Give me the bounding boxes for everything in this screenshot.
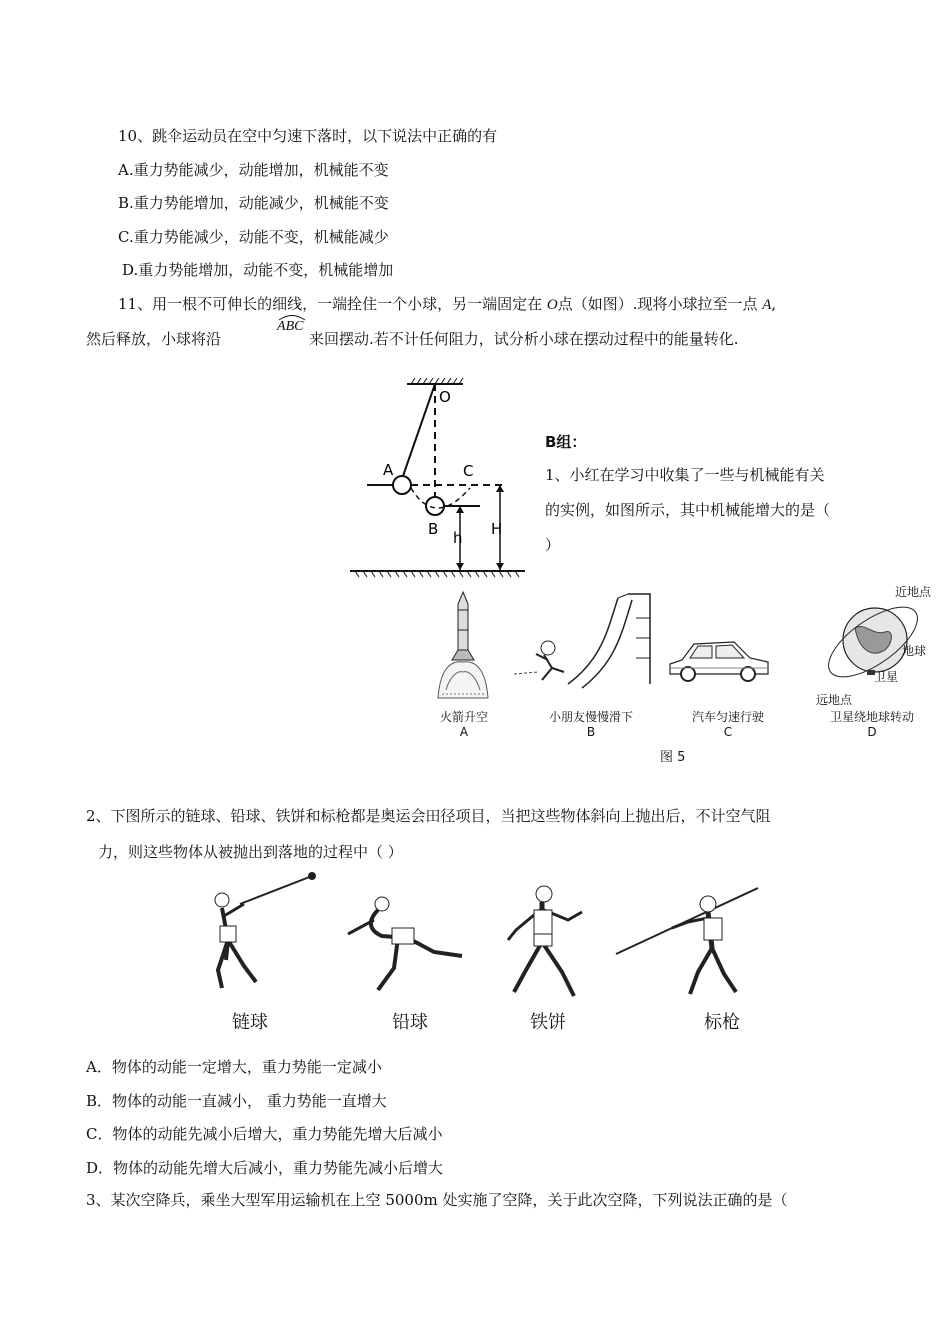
sport-label-javelin: 标枪	[704, 1012, 740, 1033]
arc-symbol-icon	[277, 313, 307, 321]
label-o: O	[439, 388, 451, 406]
q3-line1: 3、某次空降兵，乘坐大型军用运输机在上空 5000m 处实施了空降，关于此次空降，下列说法正确的是（	[86, 1191, 788, 1209]
q2-option-d: D．物体的动能先增大后减小，重力势能先减小后增大	[86, 1159, 444, 1177]
label-b: B	[428, 520, 439, 538]
groupb-q1-line3: ）	[545, 536, 561, 554]
fig5-caption-c: 汽车匀速行驶	[691, 710, 764, 724]
q11-line1-a: 11、用一根不可伸长的细线，一端拴住一个小球，另一端固定在	[118, 295, 547, 313]
figure-5-label: 图 5	[660, 750, 686, 765]
arc-abc-label: ABC	[277, 319, 304, 334]
q10-option-b: B.重力势能增加，动能减少，机械能不变	[118, 194, 389, 212]
q11-line1	[118, 294, 776, 315]
satellite-label-earth: 地球	[902, 644, 927, 658]
satellite-label-apogee: 远地点	[816, 693, 853, 707]
sport-label-shot: 铅球	[392, 1012, 428, 1033]
satellite-label-perigee: 近地点	[895, 585, 932, 599]
groupb-title: B组：	[545, 433, 587, 451]
q11-line1-b: 点（如图）.现将小球拉至一点	[557, 295, 763, 313]
q2-line2: 力，则这些物体从被抛出到落地的过程中（ ）	[98, 843, 403, 861]
groupb-q1-line1: 1、小红在学习中收集了一些与机械能有关	[545, 466, 825, 484]
car-illustration	[664, 630, 774, 690]
q10-option-d: D.重力势能增加，动能不变，机械能增加	[122, 261, 394, 279]
shot-put-illustration	[338, 890, 468, 1000]
label-a: A	[383, 461, 394, 479]
fig5-caption-d: 卫星绕地球转动	[829, 710, 914, 724]
fig5-letter-a: A	[459, 725, 469, 739]
q10-option-a: A.重力势能减少，动能增加，机械能不变	[118, 161, 389, 179]
q2-option-b: B．物体的动能一直减小， 重力势能一直增大	[86, 1092, 387, 1110]
slide-illustration	[508, 588, 658, 698]
fig5-caption-a: 火箭升空	[439, 710, 488, 724]
fig5-caption-b: 小朋友慢慢滑下	[548, 710, 633, 724]
q11-line2-b: 来回摆动.若不计任何阻力，试分析小球在摆动过程中的能量转化.	[309, 330, 739, 348]
label-h-big: H	[491, 520, 503, 538]
hammer-throw-illustration	[200, 870, 330, 995]
pendulum-diagram	[345, 378, 535, 578]
point-a-ref: A	[762, 297, 772, 313]
q11-line2	[86, 319, 739, 349]
rocket-illustration	[428, 590, 498, 700]
arc-abc	[277, 319, 309, 349]
javelin-illustration	[612, 882, 762, 1002]
label-c: C	[463, 462, 474, 480]
fig5-letter-c: C	[723, 725, 733, 739]
fig5-letter-d: D	[867, 725, 877, 739]
discus-illustration	[492, 880, 612, 1005]
q10-option-c: C.重力势能减少，动能不变，机械能减少	[118, 228, 389, 246]
groupb-q1-line2: 的实例，如图所示，其中机械能增大的是（	[545, 501, 831, 519]
sport-label-discus: 铁饼	[530, 1012, 566, 1033]
label-h-small: h	[453, 529, 463, 547]
satellite-label-satellite: 卫星	[874, 670, 899, 684]
point-o-ref: O	[546, 297, 558, 313]
q2-option-c: C．物体的动能先减小后增大，重力势能先增大后减小	[86, 1125, 443, 1143]
q2-line1: 2、下图所示的链球、铅球、铁饼和标枪都是奥运会田径项目，当把这些物体斜向上抛出后，不计空气阻	[86, 807, 771, 825]
sport-label-hammer: 链球	[232, 1012, 268, 1033]
q2-option-a: A．物体的动能一定增大，重力势能一定减小	[86, 1058, 382, 1076]
q11-line2-a: 然后释放，小球将沿	[86, 330, 222, 348]
q10-stem: 10、跳伞运动员在空中匀速下落时，以下说法中正确的有	[118, 127, 498, 145]
q11-line1-c: ,	[771, 295, 777, 313]
fig5-letter-b: B	[586, 725, 596, 739]
